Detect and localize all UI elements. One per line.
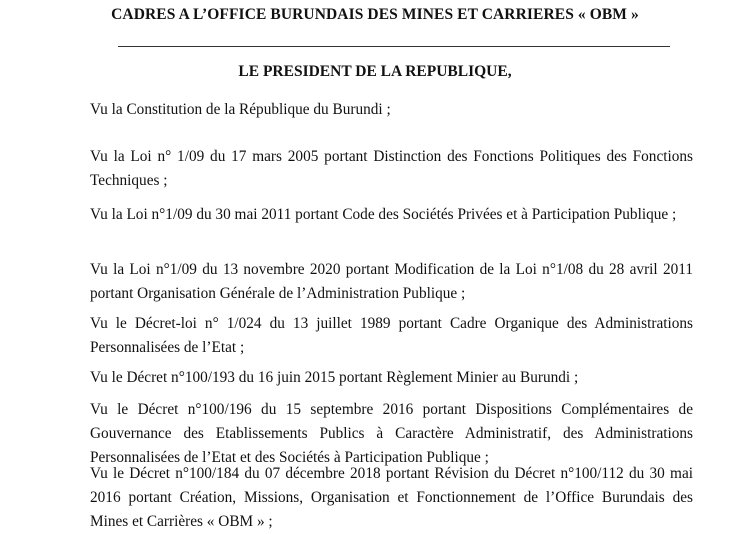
paragraph-loi-2020: Vu la Loi n°1/09 du 13 novembre 2020 portant Modification de la Loi n°1/08 du 28 avril 2011 portant Organisation Générale de l’Administration Publique ; xyxy=(90,261,693,302)
paragraph-decret-2015: Vu le Décret n°100/193 du 16 juin 2015 portant Règlement Minier au Burundi ; xyxy=(90,369,579,386)
paragraph-decret-2016: Vu le Décret n°100/196 du 15 septembre 2016 portant Dispositions Complémentaires de Gouvernance des Etablissements Publics à Caractère Administratif, des Administrations Personnalisées de l’Etat et des Sociétés à Participation Publique ; xyxy=(90,401,693,466)
paragraph-decret-loi-1989: Vu le Décret-loi n° 1/024 du 13 juillet 1989 portant Cadre Organique des Administrations Personnalisées de l’Etat ; xyxy=(90,315,693,356)
document-heading: LE PRESIDENT DE LA REPUBLIQUE, xyxy=(238,63,512,80)
title-divider xyxy=(118,46,670,47)
paragraph-loi-2005: Vu la Loi n° 1/09 du 17 mars 2005 portant Distinction des Fonctions Politiques des Fonctions Techniques ; xyxy=(90,148,693,189)
document-title: CADRES A L’OFFICE BURUNDAIS DES MINES ET CARRIERES « OBM » xyxy=(111,6,639,23)
paragraph-decret-2018: Vu le Décret n°100/184 du 07 décembre 2018 portant Révision du Décret n°100/112 du 30 mai 2016 portant Création, Missions, Organisation et Fonctionnement de l’Office Burundais des Mines et Carrières « OBM » ; xyxy=(90,465,693,530)
paragraph-constitution: Vu la Constitution de la République du Burundi ; xyxy=(90,101,391,118)
paragraph-loi-2011: Vu la Loi n°1/09 du 30 mai 2011 portant Code des Sociétés Privées et à Participation Publique ; xyxy=(90,206,677,223)
